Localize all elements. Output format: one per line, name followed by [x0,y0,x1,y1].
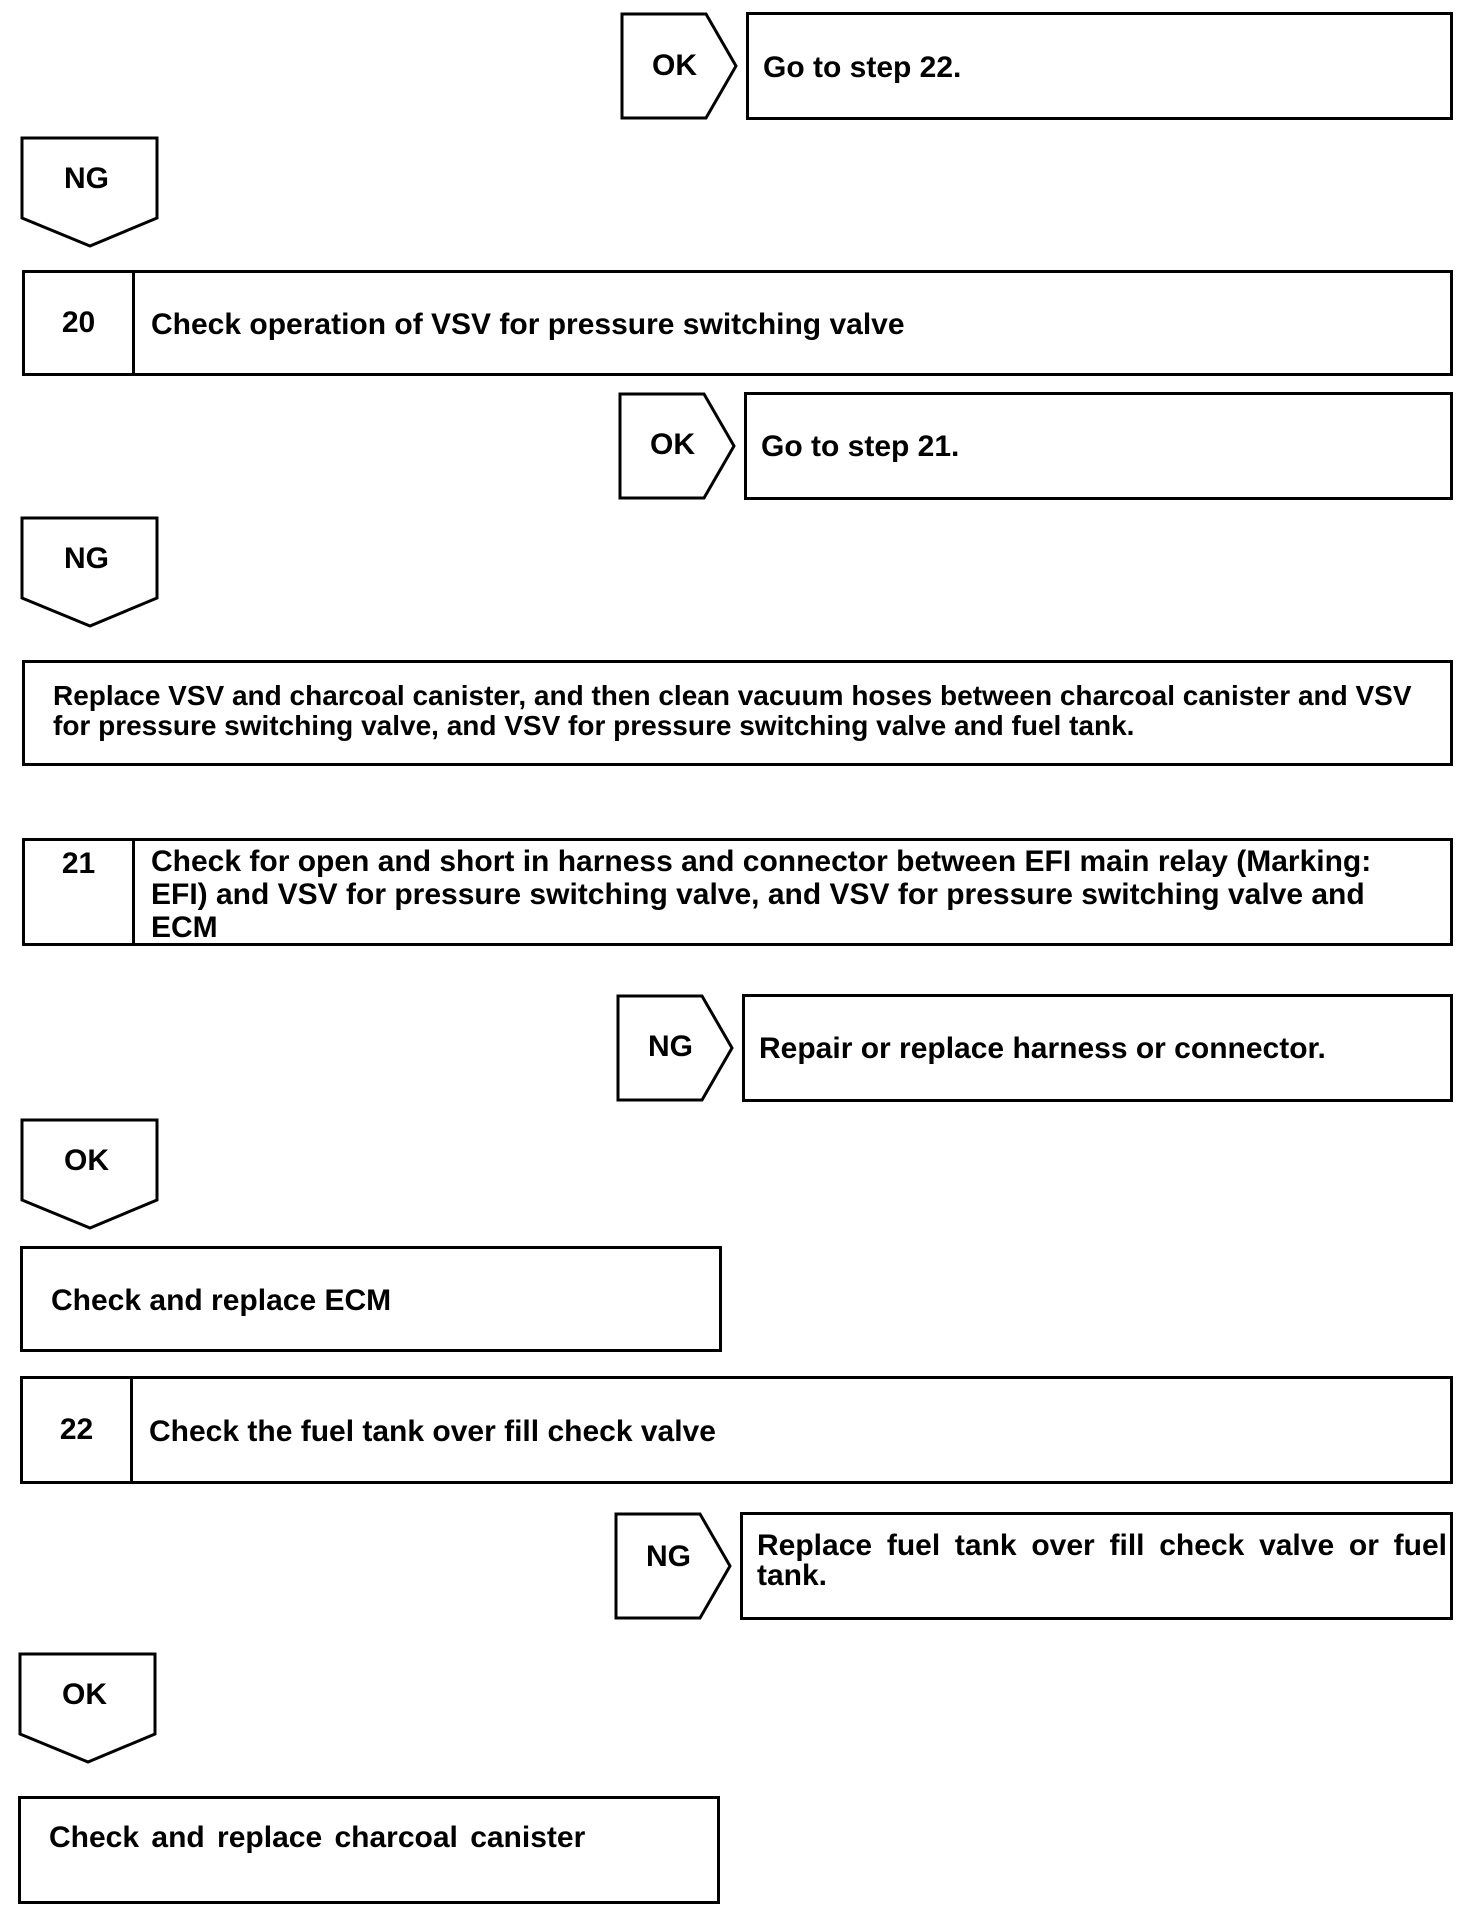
ok-arrow-right [620,12,740,120]
action-text: Replace VSV and charcoal canister, and then clean vacuum hoses between charcoal canister and VSV for pressure switching valve, and VSV for pressure switching valve and fuel tank. [53,680,1412,741]
result-box [742,994,1453,1102]
branch-label: OK [62,1678,107,1711]
step-text: Check operation of VSV for pressure switching valve [151,308,905,341]
result-box [744,392,1453,500]
ok-arrow-down [20,1118,160,1230]
branch-label: OK [64,1144,109,1177]
result-text: Go to step 22. [763,51,962,84]
branch-label: NG [646,1540,691,1573]
action-replace-ecm [20,1246,722,1352]
ok-arrow-down [18,1652,158,1764]
action-replace-vsv [22,660,1453,766]
action-replace-canister [18,1796,720,1904]
ng-arrow-right [614,1512,734,1620]
branch-label: NG [64,162,109,195]
branch-label: OK [650,428,695,461]
step-number: 20 [25,273,135,373]
ng-arrow-down [20,516,160,628]
action-text: Check and replace ECM [51,1284,392,1317]
ng-arrow-right [616,994,736,1102]
step-21-box [22,838,1453,946]
result-box [746,12,1453,120]
result-text: Go to step 21. [761,430,960,463]
branch-label: NG [648,1030,693,1063]
ng-arrow-down [20,136,160,248]
step-text: Check for open and short in harness and connector between EFI main relay (Marking: EFI) and VSV for pressure switching valve, and VSV for pressure switching valve and ECM [151,845,1372,944]
step-20-box [22,270,1453,376]
step-text: Check the fuel tank over fill check valve [149,1415,716,1448]
step-number: 21 [25,841,135,943]
result-box [740,1512,1453,1620]
result-text: Repair or replace harness or connector. [759,1032,1326,1065]
ok-arrow-right [618,392,738,500]
branch-label: OK [652,49,697,82]
result-text: Replace fuel tank over fill check valve or fuel tank. [757,1529,1447,1592]
step-number: 22 [23,1379,133,1481]
step-22-box [20,1376,1453,1484]
branch-label: NG [64,542,109,575]
action-text: Check and replace charcoal canister [49,1821,586,1854]
